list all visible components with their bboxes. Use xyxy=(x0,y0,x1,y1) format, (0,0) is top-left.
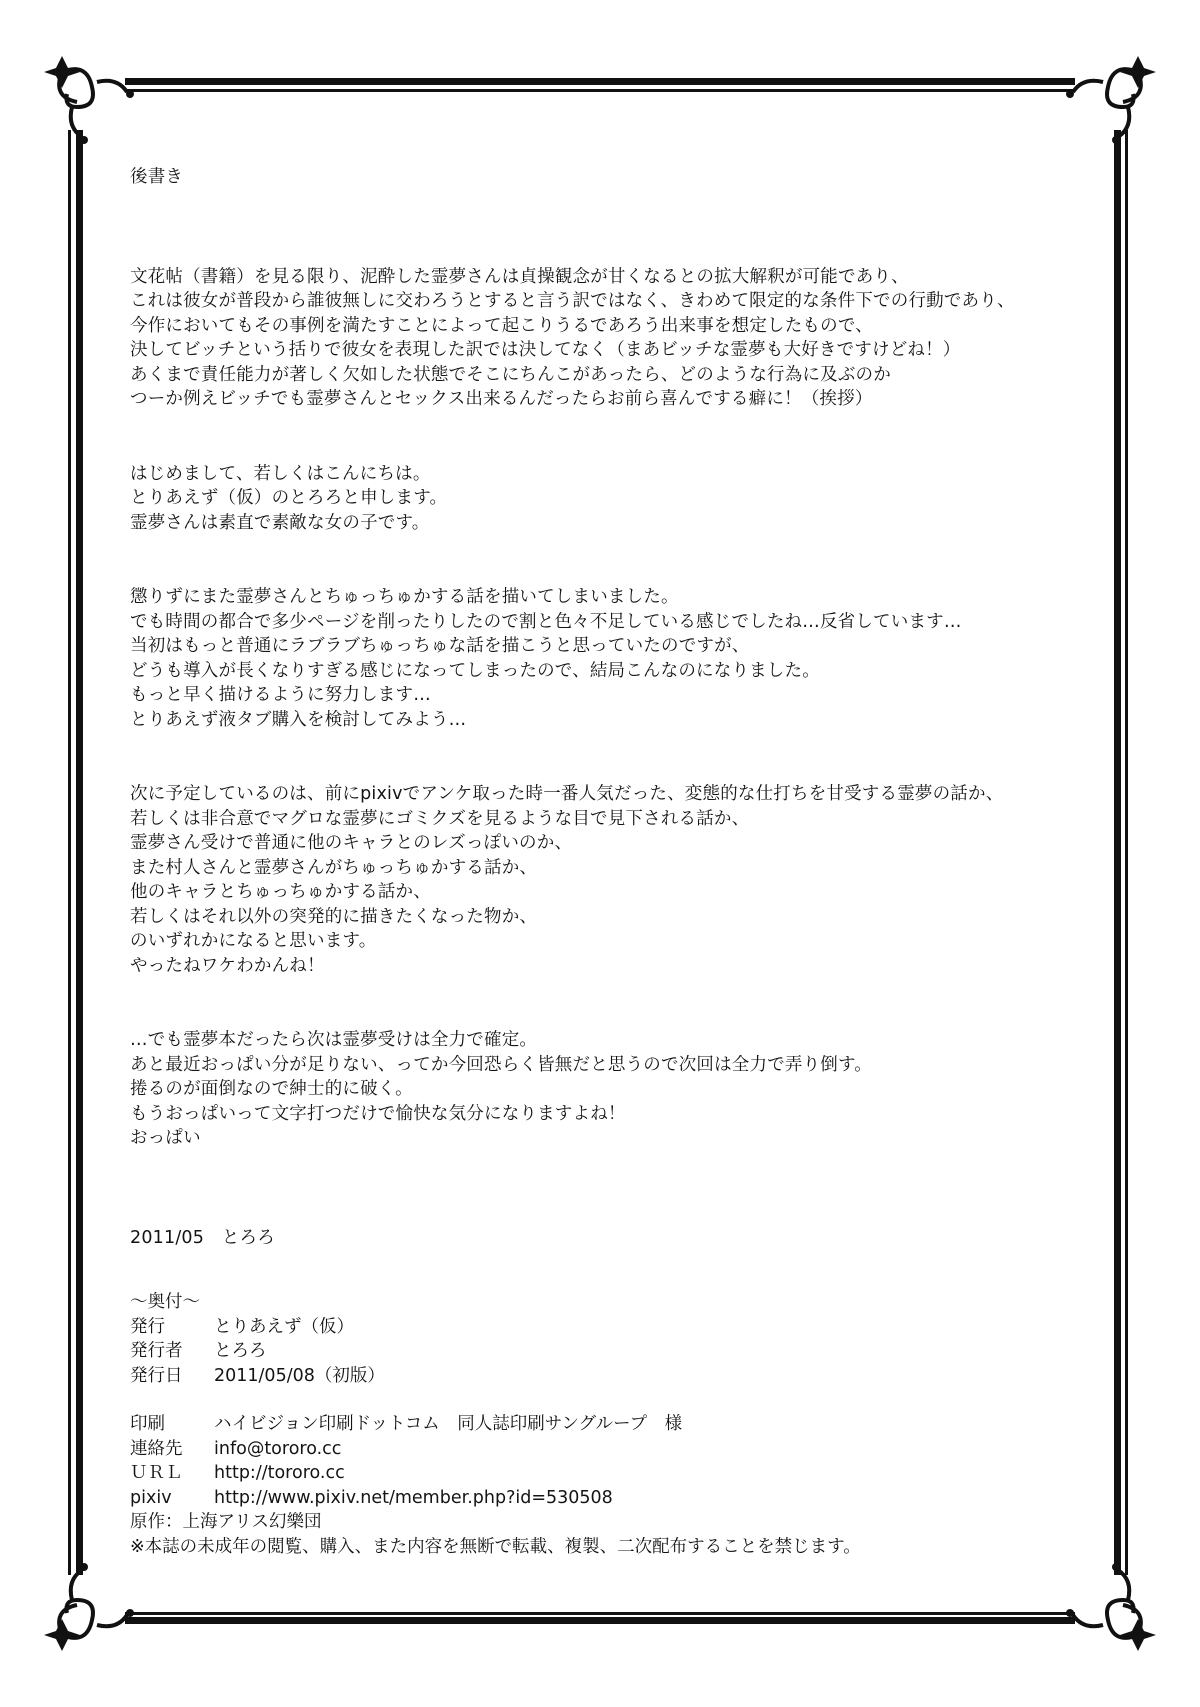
site-url: http://tororo.cc xyxy=(214,1463,345,1483)
paragraph-1 xyxy=(130,265,1070,412)
text-line: 次に予定しているのは、前にpixivでアンケ取った時一番人気だった、変態的な仕打ちを甘受する霊夢の話か、 xyxy=(130,784,1004,804)
text-line: 捲るのが面倒なので紳士的に破く。 xyxy=(130,1079,413,1099)
colophon-row-author: 発行者 とろろ xyxy=(130,1341,267,1361)
paragraph-2 xyxy=(130,462,1070,536)
text-line: でも時間の都合で多少ページを削ったりしたので割と色々不足している感じでしたね…反省しています… xyxy=(130,611,962,632)
text-line: これは彼女が普段から誰彼無しに交わろうとすると言う訳ではなく、きわめて限定的な条件下での行動であり、 xyxy=(130,291,1015,311)
corner-ornament-bottom-left xyxy=(42,1555,142,1655)
text-line: もうおっぱいって文字打つだけで愉快な気分になりますよね！ xyxy=(130,1103,626,1124)
pixiv-url: http://www.pixiv.net/member.php?id=530508 xyxy=(214,1487,613,1508)
paragraph-3 xyxy=(130,585,1070,732)
text-line: 霊夢さんは素直で素敵な女の子です。 xyxy=(130,512,430,533)
text-line: どうも導入が長くなりすぎる感じになってしまったので、結局こんなのになりました。 xyxy=(130,660,820,681)
contact-email: info@tororo.cc xyxy=(214,1438,342,1459)
text-line: おっぱい xyxy=(130,1128,201,1148)
text-line: もっと早く描けるように努力します… xyxy=(130,685,431,705)
colophon-row-publisher: 発行 とりあえず（仮） xyxy=(130,1316,354,1337)
colophon-row-printer: 印刷 ハイビジョン印刷ドットコム 同人誌印刷サングループ 様 xyxy=(130,1414,683,1434)
colophon-row-date: 発行日 2011/05/08（初版） xyxy=(130,1365,385,1386)
paragraph-5 xyxy=(130,1028,1070,1151)
paragraph-4 xyxy=(130,782,1070,978)
corner-ornament-bottom-right xyxy=(1058,1555,1158,1655)
text-line: つーか例えビッチでも霊夢さんとセックス出来るんだったらお前ら喜んでする癖に！（挨拶） xyxy=(130,389,873,409)
frame-left-border xyxy=(68,130,83,1575)
text-line: のいずれかになると思います。 xyxy=(130,931,377,951)
colophon-row-pixiv: pixiv http://www.pixiv.net/member.php?id=530508 xyxy=(130,1486,1030,1511)
text-line: 今作においてもその事例を満たすことによって起こりうるであろう出来事を想定したもので、 xyxy=(130,315,873,336)
frame-right-border xyxy=(1114,130,1129,1575)
text-line: やったねワケわかんね！ xyxy=(130,955,325,976)
text-line: 霊夢さん受けで普通に他のキャラとのレズっぽいのか、 xyxy=(130,833,573,853)
text-line: 若しくは非合意でマグロな霊夢にゴミクズを見るような目で見下される話か、 xyxy=(130,808,750,829)
text-line: また村人さんと霊夢さんがちゅっちゅかする話か、 xyxy=(130,857,538,878)
text-line: あくまで責任能力が著しく欠如した状態でそこにちんこがあったら、どのような行為に及ぶのか xyxy=(130,364,891,385)
corner-ornament-top-right xyxy=(1058,52,1158,152)
copyright-notice: ※本誌の未成年の閲覧、購入、また内容を無断で転載、複製、二次配布することを禁じます。 xyxy=(130,1537,861,1557)
frame-top-border xyxy=(125,78,1075,93)
text-line: とりあえず液タブ購入を検討してみよう… xyxy=(130,709,467,730)
afterword-body xyxy=(130,165,1070,1250)
text-line: 若しくはそれ以外の突発的に描きたくなった物か、 xyxy=(130,906,538,927)
colophon-row-original: 原作：上海アリス幻樂団 xyxy=(130,1512,322,1532)
text-line: 決してビッチという括りで彼女を表現した訳では決してなく（まあビッチな霊夢も大好きですけどね！） xyxy=(130,340,961,360)
colophon xyxy=(130,1290,1030,1535)
page-heading: 後書き xyxy=(130,167,184,187)
signature: 2011/05 とろろ xyxy=(130,1227,275,1248)
text-line: とりあえず（仮）のとろろと申します。 xyxy=(130,488,448,508)
colophon-row-contact: 連絡先 info@tororo.cc xyxy=(130,1437,1030,1462)
colophon-row-url: ＵＲＬ http://tororo.cc xyxy=(130,1461,1030,1486)
colophon-title: ～奥付～ xyxy=(130,1292,200,1312)
text-line: …でも霊夢本だったら次は霊夢受けは全力で確定。 xyxy=(130,1030,538,1050)
text-line: 文花帖（書籍）を見る限り、泥酔した霊夢さんは貞操観念が甘くなるとの拡大解釈が可能であり、 xyxy=(130,266,909,287)
text-line: はじめまして、若しくはこんにちは。 xyxy=(130,463,431,484)
text-line: あと最近おっぱい分が足りない、ってか今回恐らく皆無だと思うので次回は全力で弄り倒す。 xyxy=(130,1054,872,1075)
frame-bottom-border xyxy=(125,1612,1075,1627)
text-line: 他のキャラとちゅっちゅかする話か、 xyxy=(130,882,431,902)
corner-ornament-top-left xyxy=(42,52,142,152)
text-line: 懲りずにまた霊夢さんとちゅっちゅかする話を描いてしまいました。 xyxy=(130,587,679,607)
text-line: 当初はもっと普通にラブラブちゅっちゅな話を描こうと思っていたのですが、 xyxy=(130,636,750,656)
